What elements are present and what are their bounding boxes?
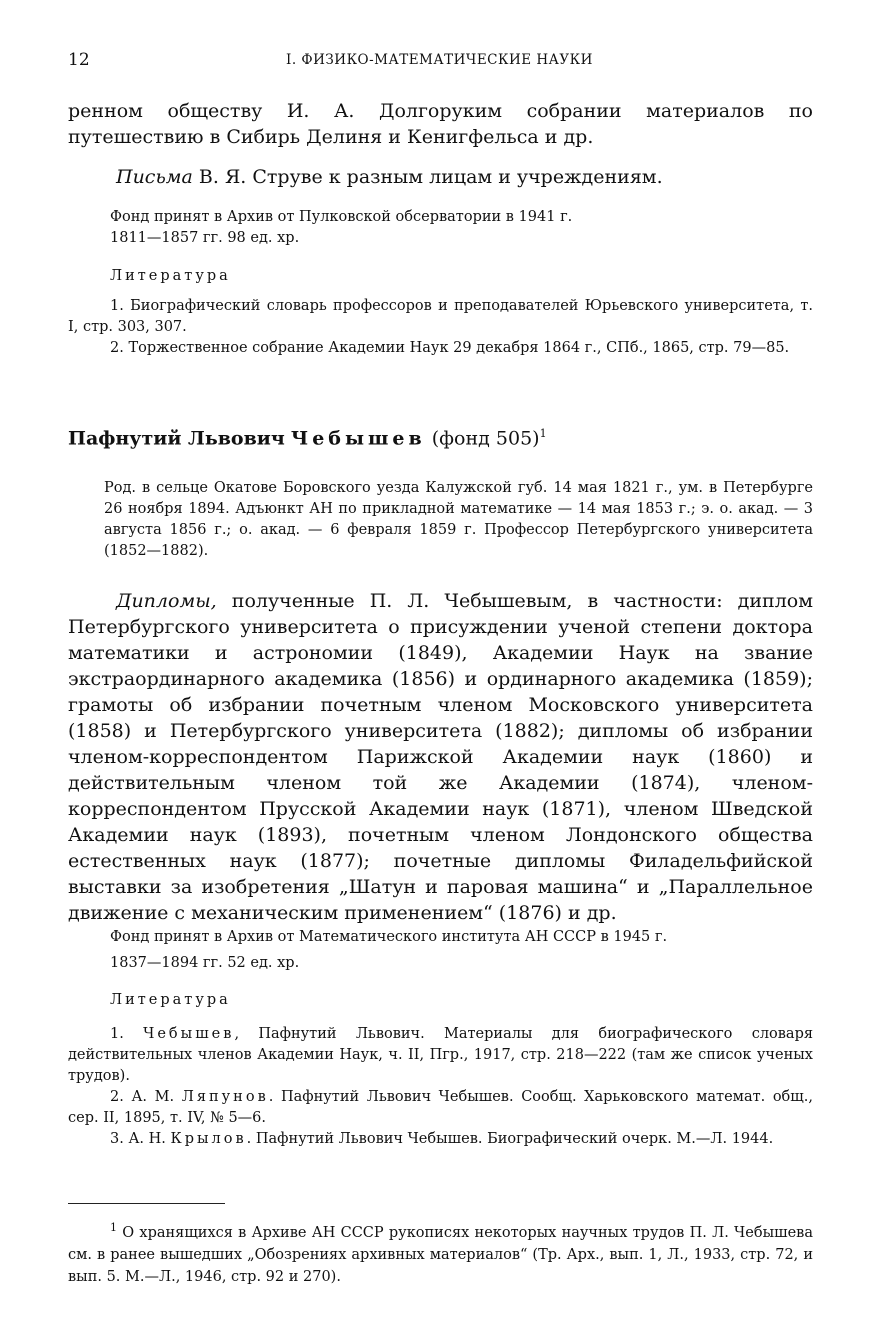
item-author: Крылов bbox=[170, 1131, 247, 1147]
literature-list-2 bbox=[68, 1024, 813, 1150]
person-heading bbox=[68, 427, 547, 449]
running-head: I. ФИЗИКО-МАТЕМАТИЧЕСКИЕ НАУКИ bbox=[286, 52, 593, 68]
letters-text: В. Я. Струве к разным лицам и учреждениям. bbox=[192, 166, 663, 188]
fond-2-line-1: Фонд принят в Архив от Математического института АН СССР в 1945 г. bbox=[110, 929, 668, 945]
fond-1-line-1: Фонд принят в Архив от Пулковской обсерватории в 1941 г. bbox=[110, 209, 573, 225]
fond-note-2 bbox=[68, 927, 855, 974]
item-number: 1. bbox=[110, 1026, 144, 1042]
literature-item bbox=[68, 1087, 813, 1129]
page-header bbox=[68, 50, 818, 74]
item-text: , Пафнутий Львович. Материалы для биографического словаря действительных членов Академии Наук, ч. II, Пгр., 1917, стр. 218—222 (там же список ученых трудов). bbox=[68, 1026, 814, 1084]
letters-entry bbox=[68, 164, 813, 190]
page-number: 12 bbox=[68, 50, 90, 70]
person-surname: Чебышев bbox=[290, 427, 426, 450]
item-number: 3. А. Н. bbox=[110, 1131, 171, 1147]
diplomas-text: полученные П. Л. Чебышевым, в частности: диплом Петербургского университета о присуждении ученой степени доктора математики и астрономии (1849), Академии Наук на звание экстраординарного академика (1856) и ординарного академика (1859); грамоты об избрании почетным членом Московского университета (1858) и Петербургского университета (1882); дипломы об избрании членом-корреспондентом Парижской Академии наук (1860) и действительным членом той же Академии (1874), членом-корреспондентом Прусской Академии наук (1871), членом Шведской Академии наук (1893), почетным членом Лондонского общества естественных наук (1877); почетные дипломы Филадельфийской выставки за изобретения „Шатун и паровая машина“ и „Параллельное движение с механическим применением“ (1876) и др. bbox=[68, 590, 813, 924]
item-author: Ляпунов bbox=[181, 1089, 269, 1105]
literature-item bbox=[68, 1129, 813, 1150]
diplomas-paragraph bbox=[68, 588, 813, 926]
literature-item bbox=[68, 1024, 813, 1087]
biography: Род. в сельце Окатове Боровского уезда Калужской губ. 14 мая 1821 г., ум. в Петербурге 26 ноября 1894. Адъюнкт АН по прикладной математике — 14 мая 1853 г.; э. о. акад. — 3 августа 1856 г.; о. акад. — 6 февраля 1859 г. Профессор Петербургского университета (1852—1882). bbox=[104, 480, 813, 559]
footnote bbox=[68, 1217, 813, 1288]
diplomas-title: Дипломы, bbox=[116, 590, 217, 612]
literature-item: 1. Биографический словарь профессоров и преподавателей Юрьевского университета, т. I, стр. 303, 307. bbox=[68, 298, 813, 335]
item-text: . Пафнутий Львович Чебышев. Сообщ. Харьковского математ. общ., сер. II, 1895, т. IV, № 5—6. bbox=[68, 1089, 813, 1126]
literature-heading-1: Литература bbox=[110, 268, 231, 284]
fond-2-line-2: 1837—1894 гг. 52 ед. хр. bbox=[110, 955, 300, 971]
literature-heading-2: Литература bbox=[110, 992, 231, 1008]
item-author: Чебышев bbox=[143, 1026, 235, 1042]
person-fond: (фонд 505) bbox=[425, 427, 540, 450]
footnote-marker: 1 bbox=[539, 427, 547, 440]
footnote-number: 1 bbox=[110, 1221, 117, 1234]
fond-note-1 bbox=[68, 207, 855, 249]
fond-1-line-2: 1811—1857 гг. 98 ед. хр. bbox=[110, 230, 300, 246]
footnote-divider bbox=[68, 1203, 225, 1204]
letters-title: Письма bbox=[116, 166, 193, 188]
intro-paragraph: ренном обществу И. А. Долгоруким собрании материалов по путешествию в Сибирь Делиня и Кенигфельса и др. bbox=[68, 100, 813, 148]
item-number: 2. А. М. bbox=[110, 1089, 182, 1105]
item-text: . Пафнутий Львович Чебышев. Биографический очерк. М.—Л. 1944. bbox=[246, 1131, 774, 1147]
person-name: Пафнутий Львович bbox=[68, 427, 285, 450]
literature-item: 2. Торжественное собрание Академии Наук 29 декабря 1864 г., СПб., 1865, стр. 79—85. bbox=[110, 340, 790, 356]
footnote-text: О хранящихся в Архиве АН СССР рукописях некоторых научных трудов П. Л. Чебышева см. в ранее вышедших „Обозрениях архивных материалов“ (Тр. Арх., вып. 1, Л., 1933, стр. 72, и вып. 5. М.—Л., 1946, стр. 92 и 270). bbox=[68, 1224, 813, 1285]
literature-list-1 bbox=[68, 296, 813, 359]
